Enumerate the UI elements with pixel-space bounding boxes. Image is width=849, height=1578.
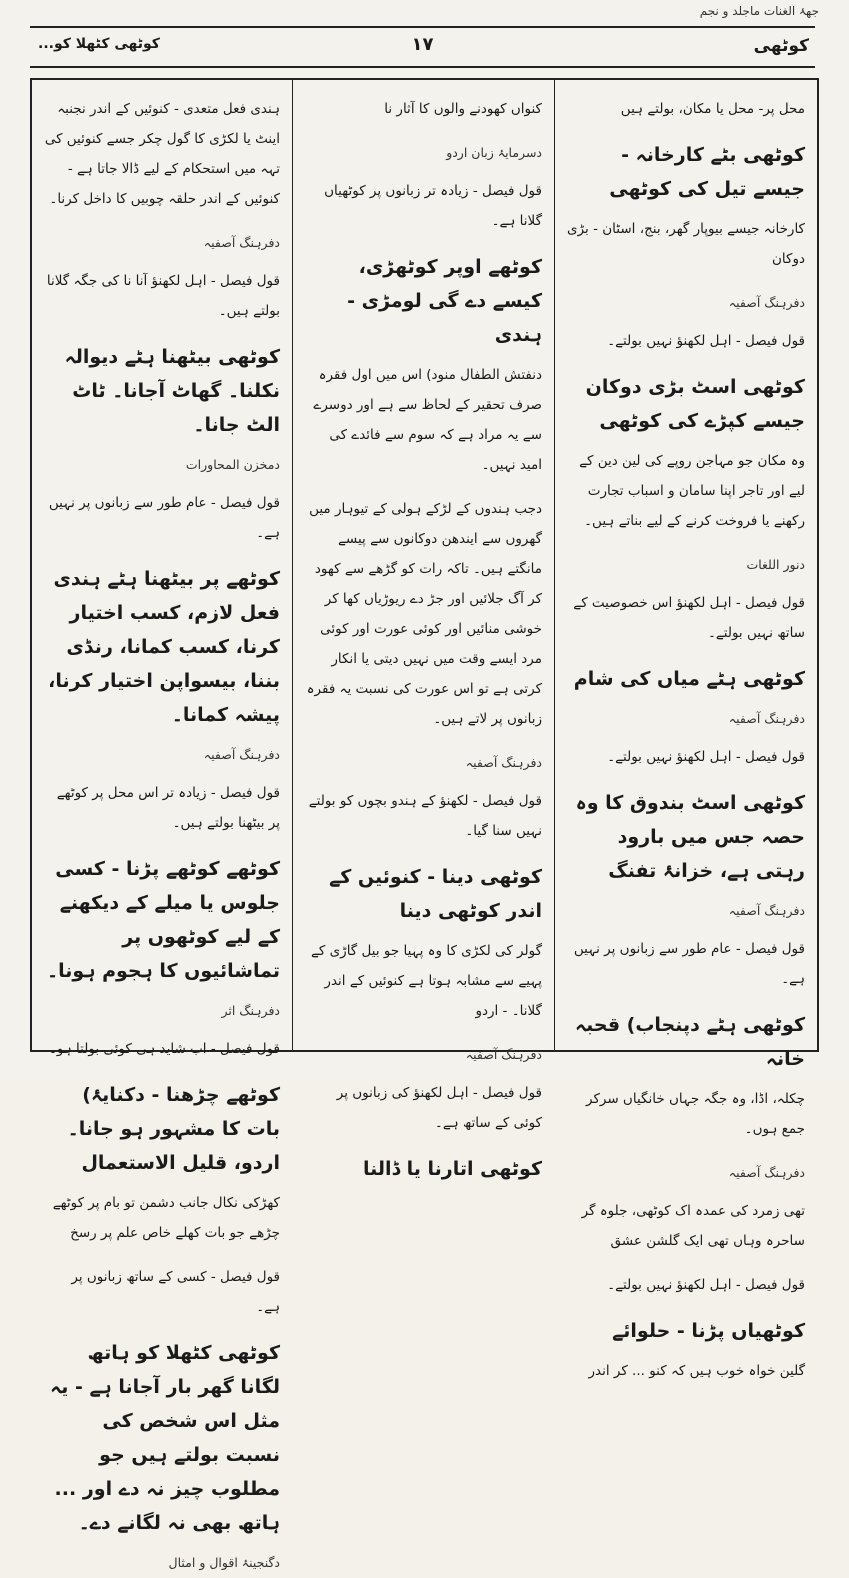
entry-reference: دگنجینۂ اقوال و امثال — [168, 1555, 280, 1570]
entry-text: محل پر- محل یا مکان، بولتے ہیں — [620, 101, 805, 117]
entry-text: قول فیصل - عام طور سے زبانوں پر نہیں ہے۔ — [48, 495, 280, 541]
entry-headword: کوٹھی بیٹھنا ہٹے دیوالہ نکلنا۔ گھاٹ آجانا۔ ٹاٹ الٹ جانا۔ — [64, 346, 280, 436]
running-head-left: کوٹھی کٹھلا کو... — [38, 36, 160, 52]
entry-text: ہندی فعل متعدی - کنوئیں کے اندر نجنبہ اینٹ یا لکڑی کا گول چکر جسے کنوئیں کی تہہ میں استحکام کے لیے ڈالا جاتا ہے - کنوئیں کے اندر حلقہ چوبیں کا داخل کرنا۔ — [44, 101, 280, 207]
entry-headword: کوٹھے پر بیٹھنا ہٹے ہندی فعل لازم، کسب اختیار کرنا، کسب کمانا، رنڈی بننا، بیسواپن اختیار کرنا، پیشہ کمانا۔ — [48, 568, 280, 726]
top-margin-note: جهۂ الغنات ماجلد و نجم — [699, 4, 819, 18]
running-head-right: کوٹھی — [753, 36, 809, 56]
entry-reference: دفرہنگ آصفیہ — [728, 903, 805, 918]
entry-headword: کوٹھی اسٹ بڑی دوکان جیسے کپڑے کی کوٹھی — [585, 376, 805, 432]
entry-headword: کوٹھے اوپر کوٹھڑی، کیسے دے گی لومڑی - ہندی — [347, 256, 542, 346]
entry-reference: دفرہنگ اثر — [221, 1003, 280, 1018]
entry-headword: کوٹھی بٹے کارخانہ - جیسے تیل کی کوٹھی — [609, 144, 805, 200]
column-middle — [293, 80, 555, 1180]
entry-text: قول فیصل - اب شاید ہی کوئی بولتا ہو۔ — [48, 1041, 280, 1057]
entry-text: قول فیصل - اہل لکھنؤ نہیں بولتے۔ — [607, 1277, 805, 1293]
entry-headword: کوٹھی ہٹے میاں کی شام — [573, 668, 805, 690]
entry-reference: دفرہنگ آصفیہ — [728, 295, 805, 310]
page-header — [30, 26, 815, 68]
entry-text: قول فیصل - اہل لکھنؤ آنا نا کی جگہ گلانا بولتے ہیں۔ — [46, 273, 280, 319]
entry-headword: کوٹھی اسٹ بندوق کا وہ حصہ جس میں بارود رہتی ہے، خزانۂ تفنگ — [575, 792, 805, 882]
page-number: ۱۷ — [411, 34, 434, 55]
entry-text: قول فیصل - زیادہ تر اس محل پر کوٹھے پر بیٹھنا بولتے ہیں۔ — [56, 785, 280, 831]
entry-text: قول فیصل - اہل لکھنؤ اس خصوصیت کے ساتھ نہیں بولتے۔ — [573, 595, 805, 641]
entry-reference: دسرمایۂ زبان اردو — [446, 145, 542, 160]
entry-headword: کوٹھی اتارنا یا ڈالنا — [363, 1158, 542, 1180]
entry-text: گلین خواہ خوب ہیں کہ کنو ... کر اندر — [588, 1363, 805, 1379]
entry-text: قول فیصل - لکھنؤ کے ہندو بچوں کو بولتے نہیں سنا گیا۔ — [308, 793, 542, 839]
entry-text: چکلہ، اڈا، وہ جگہ جہاں خانگیاں سرکر جمع ہوں۔ — [586, 1091, 805, 1137]
entry-text: کھڑکی نکال جانب دشمن تو بام پر کوٹھے چڑھے جو بات کھلے خاص علم پر رسخ — [52, 1195, 280, 1241]
entry-text: کارخانہ جیسے بیوپار گھر، بنج، اسٹان - بڑی دوکان — [567, 221, 805, 267]
column-left — [32, 80, 293, 1570]
entry-reference: دفرہنگ آصفیہ — [728, 711, 805, 726]
entry-headword: کوٹھی کٹھلا کو ہاتھ لگانا گھر بار آجانا ہے - یہ مثل اس شخص کی نسبت بولتے ہیں جو مطلوب چیز نہ دے اور ... ہاتھ بھی نہ لگانے دے۔ — [50, 1342, 280, 1534]
column-right — [555, 80, 817, 1379]
entry-reference: دفرہنگ آصفیہ — [203, 235, 280, 250]
entry-reference: دمخزن المحاورات — [185, 457, 280, 472]
entry-text: گولر کی لکڑی کا وہ پہیا جو بیل گاڑی کے پہیے سے مشابہ ہوتا ہے کنوئیں کے اندر گلانا۔ - اردو — [310, 943, 542, 1019]
entry-text: وہ مکان جو مہاجن روپے کی لین دین کے لیے اور تاجر اپنا سامان و اسباب تجارت رکھنے یا فروخت کرنے کے لیے بناتے ہیں۔ — [579, 453, 805, 529]
entry-text: تھی زمرد کی عمدہ اک کوٹھی، جلوہ گر ساحرہ وہاں تھی ایک گلشن عشق — [581, 1203, 805, 1249]
entry-reference: دنور اللغات — [746, 557, 805, 572]
entry-text: قول فیصل - اہل لکھنؤ کی زبانوں پر کوئی کے ساتھ ہے۔ — [336, 1085, 542, 1131]
entry-text: دنفتش الطفال منود) اس میں اول فقرہ صرف تحقیر کے لحاظ سے ہے اور دوسرے سے یہ مراد ہے کہ سوم سے فائدے کی امید نہیں۔ — [313, 367, 542, 473]
entry-text: دجب ہندوں کے لڑکے ہولی کے تیوہار میں گھروں سے ایندھن دوکانوں سے پیسے مانگتے ہیں۔ تاکہ رات کو گڑھے سے کھود کر آگ جلائیں اور جڑ دے ریوڑیاں کھا کر خوشی منائیں اور کوئی عورت اور کوئی مرد ایسے وقت میں نہیں دیتی یا انکار کرتی ہے تو اس عورت کی نسبت یہ فقرہ زبانوں پر لاتے ہیں۔ — [306, 501, 542, 727]
entry-text: کنواں کھودنے والوں کا آثار نا — [384, 101, 542, 117]
entry-headword: کوٹھیاں پڑنا - حلوائے — [612, 1320, 805, 1342]
entry-text: قول فیصل - اہل لکھنؤ نہیں بولتے۔ — [607, 749, 805, 765]
entry-headword: کوٹھی دینا - کنوئیں کے اندر کوٹھی دینا — [329, 866, 542, 922]
entry-headword: کوٹھے کوٹھے پڑنا - کسی جلوس یا میلے کے دیکھنے کے لیے کوٹھوں پر تماشائیوں کا ہجوم ہونا۔ — [47, 858, 280, 982]
entry-reference: دفرہنگ آصفیہ — [728, 1165, 805, 1180]
entry-text: قول فیصل - اہل لکھنؤ نہیں بولتے۔ — [607, 333, 805, 349]
text-columns — [30, 78, 819, 1570]
entry-reference: دفرہنگ آصفیہ — [203, 747, 280, 762]
entry-headword: کوٹھی ہٹے دپنجاب) قحبہ خانہ — [575, 1014, 805, 1070]
entry-headword: کوٹھے چڑھنا - دکنایۂ) بات کا مشہور ہو جانا۔ اردو، قلیل الاستعمال — [67, 1084, 280, 1174]
entry-text: قول فیصل - زیادہ تر زبانوں پر کوٹھیاں گلانا ہے۔ — [324, 183, 542, 229]
entry-reference: دفرہنگ آصفیہ — [465, 755, 542, 770]
entry-reference: دفرہنگ آصفیہ — [465, 1047, 542, 1062]
entry-text: قول فیصل - کسی کے ساتھ زبانوں پر ہے۔ — [71, 1269, 280, 1315]
entry-text: قول فیصل - عام طور سے زبانوں پر نہیں ہے۔ — [573, 941, 805, 987]
